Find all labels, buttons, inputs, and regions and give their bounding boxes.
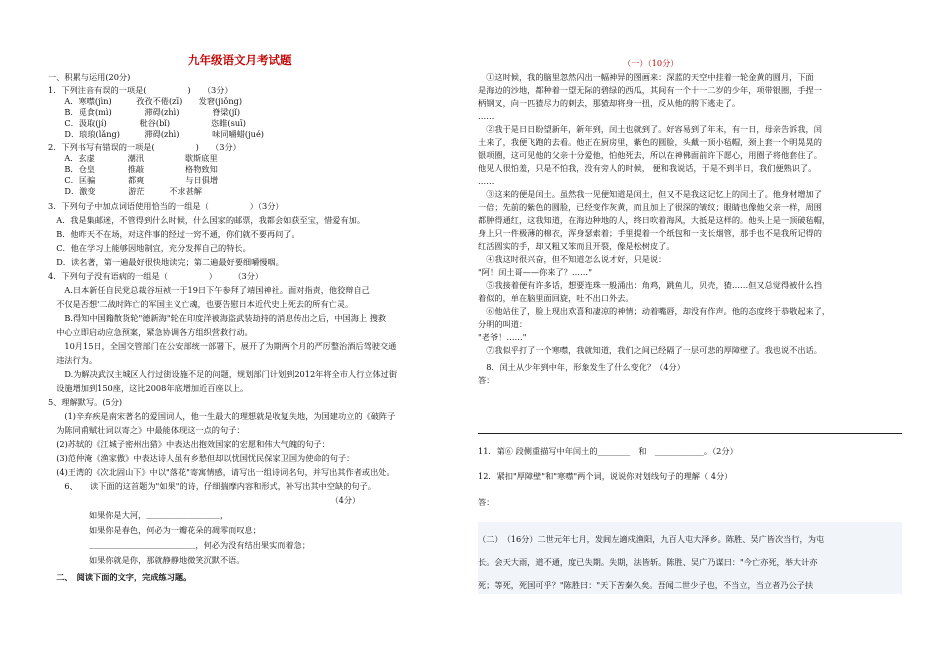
passage-line: ③这来的便是闰土。虽然我一见便知道是闰土，但又不是我这记忆上的闰土了。他身材增加了: [478, 189, 822, 199]
question-line: 如果你是大河，＿＿＿＿＿＿＿＿＿，: [48, 510, 229, 520]
question-line: A．玄虚 潮汛 歇斯底里: [48, 153, 218, 163]
answer-label: 答：: [478, 497, 495, 507]
question-line: 设施增加到150座，这比2008年底增加近百座以上。: [48, 383, 249, 393]
passage-line: ⑦我似乎打了一个寒噤，我就知道，我们之间已经隔了一层可悲的厚障壁了。我也说不出话。: [478, 345, 822, 355]
passage-line: ⑤我接着便有许多话，想要连珠一般涌出：角鸡，跳鱼儿，贝壳，猹……但又总觉得被什么挡: [478, 280, 822, 290]
question-line: 1．下列注音有误的一项是( ) （3分）: [48, 85, 233, 95]
question-line: D．读名著，第一遍最好很快地读完；第二遍最好要细嚼慢咽。: [48, 257, 284, 267]
passage-line: "阿！闰土哥——你来了？……": [478, 267, 592, 277]
question-line: A．寒噤(jìn) 孜孜不倦(zī) 发窘(jiǒng): [48, 96, 243, 106]
question-line: D.为解决武汉主城区人行过街设施不足的问题，规划部门计划到2012年将全市人行立体过街: [48, 369, 398, 379]
question-line: 不仅是否想'二战时阵亡的军国主义亡魂，也要告慰日本近代史上死去的所有亡灵。: [48, 299, 354, 309]
question-line: A．我是集邮迷，不管得到什么时候，什么国家的邮票，我都会如获至宝，惜爱有加。: [48, 215, 366, 225]
question-line: B．他昨天不在场，对这件事的经过一窍不通，你们就不要再问了。: [48, 229, 300, 239]
question-line: 5、理解默写。(5分): [48, 397, 123, 407]
passage-line: 身上只一件极薄的棉衣，浑身瑟索着；手里提着一个纸包和一支长烟管，那手也不是我所记得的: [478, 228, 822, 238]
question-line: 中心立即启动应急预案，紧急协调各方组织营救行动。: [48, 327, 253, 337]
question-line: 违法行为。: [48, 355, 98, 365]
question-line: 如果你就是你，那就静静地微笑沉默不语。: [48, 555, 245, 565]
passage-line: ④我这时很兴奋，但不知道怎么说才好，只是说：: [478, 254, 667, 264]
passage-line: 一倍；先前的紫色的圆脸，已经变作灰黄，而且加上了很深的皱纹；眼睛也像他父亲一样，周围: [478, 202, 822, 212]
question-line: 3．下列句子中加点词语使用恰当的一组是（ ）（3分）: [48, 201, 284, 211]
question-line: C．他在学习上能够因地制宜，充分发挥自己的特长。: [48, 243, 251, 253]
question-12: 12．紧扣"厚障壁"和"寒噤"两个词，说说你对划线句子的理解（ 4分）: [478, 471, 733, 481]
passage-line: 答：: [478, 375, 495, 385]
question-line: ＿＿＿＿＿＿＿＿＿＿＿＿＿，何必为没有结出果实而着急；: [48, 540, 311, 550]
question-line: (2)苏轼的《江城子密州出猎》中表达出抱效国家的宏愿和伟大气魄的句子：: [48, 439, 330, 449]
passage-line: 8．闰土从少年到中年，形象发生了什么变化？（4分）: [478, 362, 685, 372]
passage-line: 银项圈，这可见他的父亲十分爱他，怕他死去，所以在神佛面前许下愿心，用圈子将他套住了。: [478, 150, 822, 160]
question-line: 10月15日，全国交管部门在公安部统一部署下，展开了为期两个月的严厉整治酒后驾驶交通: [48, 341, 397, 351]
passage-line: 红活圆实的手，却又粗又笨而且开裂，像是松树皮了。: [478, 241, 675, 251]
question-line: 如果你是春色，何必为一瓣花朵的凋零而叹息；: [48, 525, 261, 535]
question-line: （4分）: [48, 495, 361, 505]
passage-line: 是海边的沙地，都种着一望无际的碧绿的西瓜，其间有一个十一二岁的少年，项带银圈，手捏一: [478, 85, 822, 95]
question-line: B.得知中国籍散货轮"德新海"轮在印度洋被海盗武装劫持的消息传出之后，中国海上 搜救: [48, 313, 387, 323]
passage-line: 着似的，单在脑里面回旋，吐不出口外去。: [478, 293, 634, 303]
passage-line: ⑥他站住了，脸上现出欢喜和凄凉的神情；动着嘴唇，却没有作声。他的态度终于恭敬起来了，: [478, 306, 831, 316]
section-one-header: （一）（10分）: [623, 58, 679, 68]
passage-line: 土来了，我便飞跑的去看。他正在厨房里，紫色的圆脸，头戴一顶小毡帽，颈上套一个明晃晃的: [478, 137, 822, 147]
passage-two-line: 死；等死，死国可乎？"陈胜曰："天下苦秦久矣。吾闻二世少子也，不当立，当立者乃公子扶: [478, 580, 814, 590]
section-heading: 一、积累与运用(20分): [48, 72, 131, 82]
question-line: 2．下列书写有错误的一项是( ) （3分）: [48, 142, 241, 152]
question-line: D．激变 游茫 不求甚解: [48, 186, 202, 196]
passage-line: ……: [478, 111, 495, 121]
passage-line: ①这时候，我的脑里忽然闪出一幅神异的图画来：深蓝的天空中挂着一轮金黄的圆月，下面: [478, 72, 814, 82]
passage-line: ……: [478, 176, 495, 186]
question-line: 为陈同甫赋壮词以寄之》中最能体现这一点的句子：: [48, 425, 245, 435]
question-line: 4．下列句子没有语病的一组是（ ） （3分）: [48, 271, 264, 281]
divider: [478, 433, 902, 434]
question-line: 6、 读下面的这首题为"如果"的诗，仔细揣摩内容和形式，补写出其中空缺的句子。: [48, 481, 376, 491]
question-line: C．匡骗 都爽 与日俱增: [48, 175, 219, 185]
passage-line: "老爷！……": [478, 332, 527, 342]
question-line: B．仓皇 推敲 格物致知: [48, 164, 218, 174]
question-line: (4)王湾的《次北固山下》中以"落花"寄寓情感，请写出一组诗词名句，并写出其作者或出处。: [48, 467, 395, 477]
question-line: (1)辛弃疾是南宋著名的爱国词人，他一生最大的理想就是收复失地，为国建功立的《破阵子: [48, 411, 396, 421]
passage-two-line: 长。会天大雨，道不通，度已失期。失期，法皆斩。陈胜、吴广乃谋曰："今亡亦死，举大计亦: [478, 557, 818, 567]
passage-line: 他见人很怕羞，只是不怕我，没有旁人的时候， 便和我说话，于是不到半日，我们便熟识了。: [478, 163, 817, 173]
section-heading: 二、 阅读下面的文字，完成练习题。: [48, 572, 192, 582]
question-line: B．觅食(mì) 滞碍(zhì) 脊梁(jǐ): [48, 107, 241, 117]
exam-title: 九年级语文月考试题: [188, 53, 292, 67]
passage-line: ②我于是日日盼望新年，新年到，闰土也就到了。好容易到了年末，有一日，母亲告诉我，闰: [478, 124, 822, 134]
question-line: A.日本新任自民党总裁谷垣祯一于19日下午参拜了靖国神社。面对指责，他狡辩自己: [48, 285, 370, 295]
passage-line: 分明的叫道：: [478, 319, 528, 329]
question-11: 11．第⑥ 段侧重描写中年闰土的________ 和 ____________。（2分）: [478, 446, 738, 456]
passage-line: 柄钢叉，向一匹猹尽力的刺去，那猹却将身一扭，反从他的胯下逃走了。: [478, 98, 741, 108]
passage-line: 都肿得通红，这我知道，在海边种地的人，终日吹着海风，大抵是这样的。他头上是一顶破毡帽，: [478, 215, 831, 225]
question-line: C．汲取(jí) 秕谷(bǐ) 恣睢(suī): [48, 118, 246, 128]
question-line: (3)范仲淹《渔家傲》中表达诗人虽有乡愁但却以忧国忧民保家卫国为使命的句子：: [48, 453, 355, 463]
passage-two-line: （二） （16分）二世元年七月，发闾左適戍渔阳，九百人屯大泽乡。陈胜、吴广皆次当行，为屯: [478, 534, 825, 544]
question-line: D．琅琅(lǎng) 滞碍(zhì) 味同嚼蜡(jué): [48, 129, 264, 139]
